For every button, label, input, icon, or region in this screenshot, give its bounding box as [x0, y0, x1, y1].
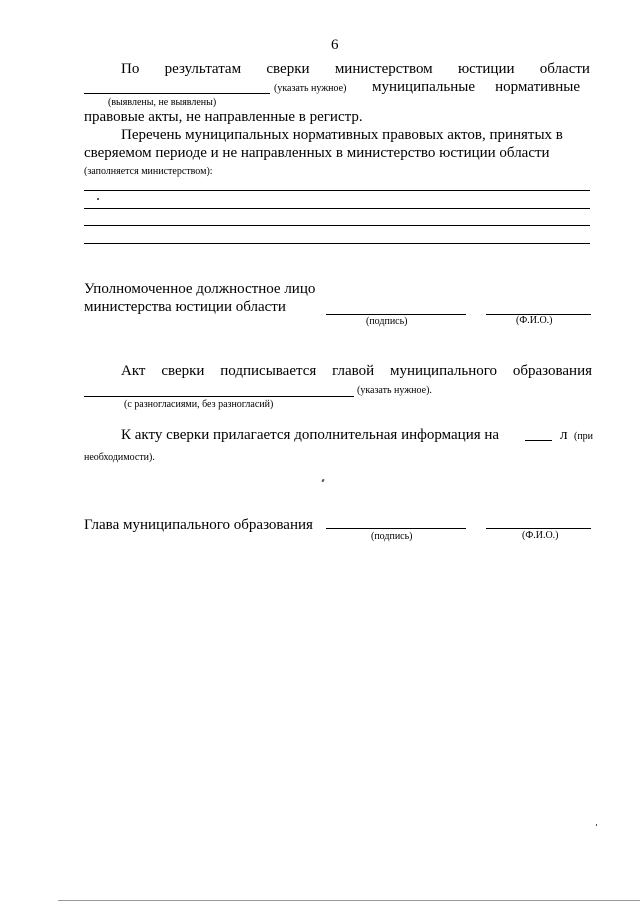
attachment-pages-line[interactable]: [525, 440, 552, 441]
act-fill-hint: (указать нужное).: [357, 385, 432, 396]
word: юстиции: [457, 61, 515, 77]
section2-line1: Перечень муниципальных нормативных правовых актов, принятых в: [121, 127, 563, 143]
scan-speck: [596, 824, 597, 826]
word: сверки: [266, 61, 310, 77]
page-number: 6: [331, 37, 339, 53]
word: результатам: [164, 61, 242, 77]
official-signature-line[interactable]: [326, 314, 466, 315]
word: муниципального: [389, 363, 498, 379]
section1-line3: правовые акты, не направленные в регистр.: [84, 109, 363, 125]
attachment-unit: л: [560, 427, 568, 443]
head-name-line[interactable]: [486, 528, 591, 529]
word: По: [121, 61, 140, 77]
official-line2: министерства юстиции области: [84, 299, 286, 315]
head-signature-label: (подпись): [371, 531, 413, 542]
word: Акт: [121, 363, 146, 379]
scan-speck: [321, 479, 324, 483]
official-signature-label: (подпись): [366, 316, 408, 327]
scan-edge-line: [58, 900, 640, 901]
act-fill-line[interactable]: [84, 396, 354, 397]
word: муниципальные: [372, 79, 476, 95]
head-name-label: (Ф.И.О.): [522, 530, 559, 541]
head-signature-line[interactable]: [326, 528, 466, 529]
list-fill-line-4[interactable]: [84, 243, 590, 244]
word: сверки: [161, 363, 205, 379]
list-fill-line-2[interactable]: [84, 208, 590, 209]
head-label: Глава муниципального образования: [84, 517, 313, 533]
list-fill-line-3[interactable]: [84, 225, 590, 226]
section1-line2: [372, 79, 580, 96]
word: подписывается: [220, 363, 317, 379]
section1-line1: [121, 61, 590, 78]
fill-hint: (указать нужное): [274, 83, 347, 94]
official-line1: Уполномоченное должностное лицо: [84, 281, 316, 297]
section2-line2: сверяемом периоде и не направленных в министерство юстиции области: [84, 145, 550, 161]
word: области: [539, 61, 590, 77]
options-hint: (выявлены, не выявлены): [108, 97, 217, 108]
scan-speck: [97, 198, 99, 200]
word: нормативные: [495, 79, 580, 95]
result-fill-line[interactable]: [84, 93, 270, 94]
word: образования: [512, 363, 592, 379]
attachment-note-end: необходимости).: [84, 452, 155, 463]
word: главой: [332, 363, 375, 379]
act-options-hint: (с разногласиями, без разногласий): [124, 399, 274, 410]
act-line: [121, 363, 592, 380]
section2-hint: (заполняется министерством):: [84, 166, 213, 177]
attachment-text: К акту сверки прилагается дополнительная информация на: [121, 427, 500, 443]
official-name-label: (Ф.И.О.): [516, 315, 553, 326]
list-fill-line-1[interactable]: [84, 190, 590, 191]
word: министерством: [334, 61, 433, 77]
attachment-note-start: (при: [574, 431, 594, 442]
